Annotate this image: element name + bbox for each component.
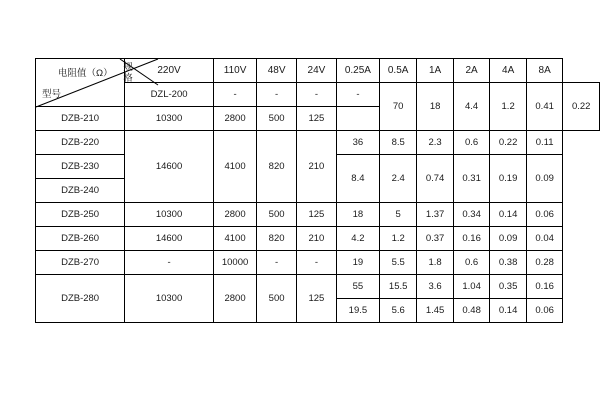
model-label: 型号 — [42, 89, 62, 100]
header-corner-cell — [36, 59, 133, 107]
cell-voltage: 2800 — [213, 275, 256, 323]
header-voltage-220v: 220V — [125, 59, 214, 83]
cell-model: DZB-270 — [36, 251, 125, 275]
cell-current: 5 — [380, 203, 417, 227]
cell-model: DZL-200 — [125, 83, 214, 107]
cell-current: 4.2 — [336, 227, 379, 251]
cell-current: 1.2 — [490, 83, 527, 131]
table-header-row — [36, 59, 600, 83]
cell-current: 0.41 — [526, 83, 563, 131]
cell-current: 55 — [336, 275, 379, 299]
cell-model: DZB-280 — [36, 275, 125, 323]
cell-voltage: 10000 — [213, 251, 256, 275]
header-current-1a: 1A — [417, 59, 454, 83]
cell-current: 0.16 — [453, 227, 490, 251]
cell-current: 0.6 — [453, 131, 490, 155]
cell-voltage: 10300 — [125, 107, 214, 131]
cell-current: 0.35 — [490, 275, 527, 299]
cell-voltage: 210 — [297, 131, 337, 203]
cell-current: 70 — [380, 83, 417, 131]
cell-voltage: 125 — [297, 107, 337, 131]
cell-voltage: 2800 — [213, 203, 256, 227]
cell-model: DZB-230 — [36, 155, 125, 179]
cell-current: 1.37 — [417, 203, 454, 227]
cell-current: 0.06 — [526, 203, 563, 227]
cell-current: 0.16 — [526, 275, 563, 299]
cell-current: 0.14 — [490, 299, 527, 323]
cell-voltage: - — [257, 83, 297, 107]
cell-model: DZB-250 — [36, 203, 125, 227]
cell-current: 0.38 — [490, 251, 527, 275]
cell-voltage: 820 — [257, 227, 297, 251]
cell-current: 18 — [417, 83, 454, 131]
header-current-4a: 4A — [490, 59, 527, 83]
cell-current: 1.45 — [417, 299, 454, 323]
header-current-0-5a: 0.5A — [380, 59, 417, 83]
cell-current: 0.22 — [490, 131, 527, 155]
cell-voltage: - — [125, 251, 214, 275]
cell-current: 0.37 — [417, 227, 454, 251]
cell-current: 0.04 — [526, 227, 563, 251]
cell-current: 0.09 — [526, 155, 563, 203]
cell-model: DZB-210 — [36, 107, 125, 131]
cell-current: 1.8 — [417, 251, 454, 275]
resistance-label: 电阻值（Ω） — [58, 68, 113, 79]
cell-voltage: 500 — [257, 107, 297, 131]
cell-current: 15.5 — [380, 275, 417, 299]
cell-current: 0.19 — [490, 155, 527, 203]
cell-voltage: 125 — [297, 275, 337, 323]
spec-label — [122, 62, 134, 84]
cell-voltage: 14600 — [125, 227, 214, 251]
spec-label-char-2: 格 — [123, 73, 133, 84]
header-current-2a: 2A — [453, 59, 490, 83]
cell-voltage: - — [297, 251, 337, 275]
cell-current: 0.28 — [526, 251, 563, 275]
cell-current: 3.6 — [417, 275, 454, 299]
cell-current: 4.4 — [453, 83, 490, 131]
cell-current: 19 — [336, 251, 379, 275]
cell-current: 0.6 — [453, 251, 490, 275]
cell-current: 0.14 — [490, 203, 527, 227]
cell-current: 2.4 — [380, 155, 417, 203]
cell-voltage: 10300 — [125, 203, 214, 227]
cell-current: 18 — [336, 203, 379, 227]
cell-current: 1.2 — [380, 227, 417, 251]
cell-voltage: 500 — [257, 275, 297, 323]
cell-current: 8.4 — [336, 155, 379, 203]
cell-voltage: - — [336, 83, 379, 107]
header-current-8a: 8A — [526, 59, 563, 83]
table-row — [36, 203, 600, 227]
cell-current: 5.6 — [380, 299, 417, 323]
cell-current: 0.34 — [453, 203, 490, 227]
cell-current: 0.09 — [490, 227, 527, 251]
cell-current: 0.74 — [417, 155, 454, 203]
cell-voltage: - — [213, 83, 256, 107]
cell-voltage: - — [297, 83, 337, 107]
cell-voltage: 10300 — [125, 275, 214, 323]
header-voltage-24v: 24V — [297, 59, 337, 83]
table-row — [36, 251, 600, 275]
cell-voltage: - — [257, 251, 297, 275]
cell-current: 5.5 — [380, 251, 417, 275]
specification-table — [35, 58, 600, 323]
cell-current: 19.5 — [336, 299, 379, 323]
cell-voltage: 500 — [257, 203, 297, 227]
cell-voltage: 820 — [257, 131, 297, 203]
header-current-0-25a: 0.25A — [336, 59, 379, 83]
cell-current: 0.48 — [453, 299, 490, 323]
cell-current: 0.06 — [526, 299, 563, 323]
cell-voltage: 2800 — [213, 107, 256, 131]
cell-voltage: 125 — [297, 203, 337, 227]
cell-model: DZB-240 — [36, 179, 125, 203]
cell-current: 8.5 — [380, 131, 417, 155]
header-voltage-48v: 48V — [257, 59, 297, 83]
cell-voltage: 4100 — [213, 131, 256, 203]
table-row — [36, 227, 600, 251]
cell-voltage: 14600 — [125, 131, 214, 203]
spec-label-char-1: 规 — [123, 62, 133, 73]
cell-model: DZB-220 — [36, 131, 125, 155]
cell-current: 0.31 — [453, 155, 490, 203]
cell-current: 0.11 — [526, 131, 563, 155]
cell-model: DZB-260 — [36, 227, 125, 251]
cell-current: 2.3 — [417, 131, 454, 155]
cell-voltage: 4100 — [213, 227, 256, 251]
table-row — [36, 131, 600, 155]
table-row — [36, 275, 600, 299]
cell-current: 1.04 — [453, 275, 490, 299]
header-voltage-110v: 110V — [213, 59, 256, 83]
cell-current: 0.22 — [563, 83, 600, 131]
cell-current: 36 — [336, 131, 379, 155]
cell-voltage: 210 — [297, 227, 337, 251]
